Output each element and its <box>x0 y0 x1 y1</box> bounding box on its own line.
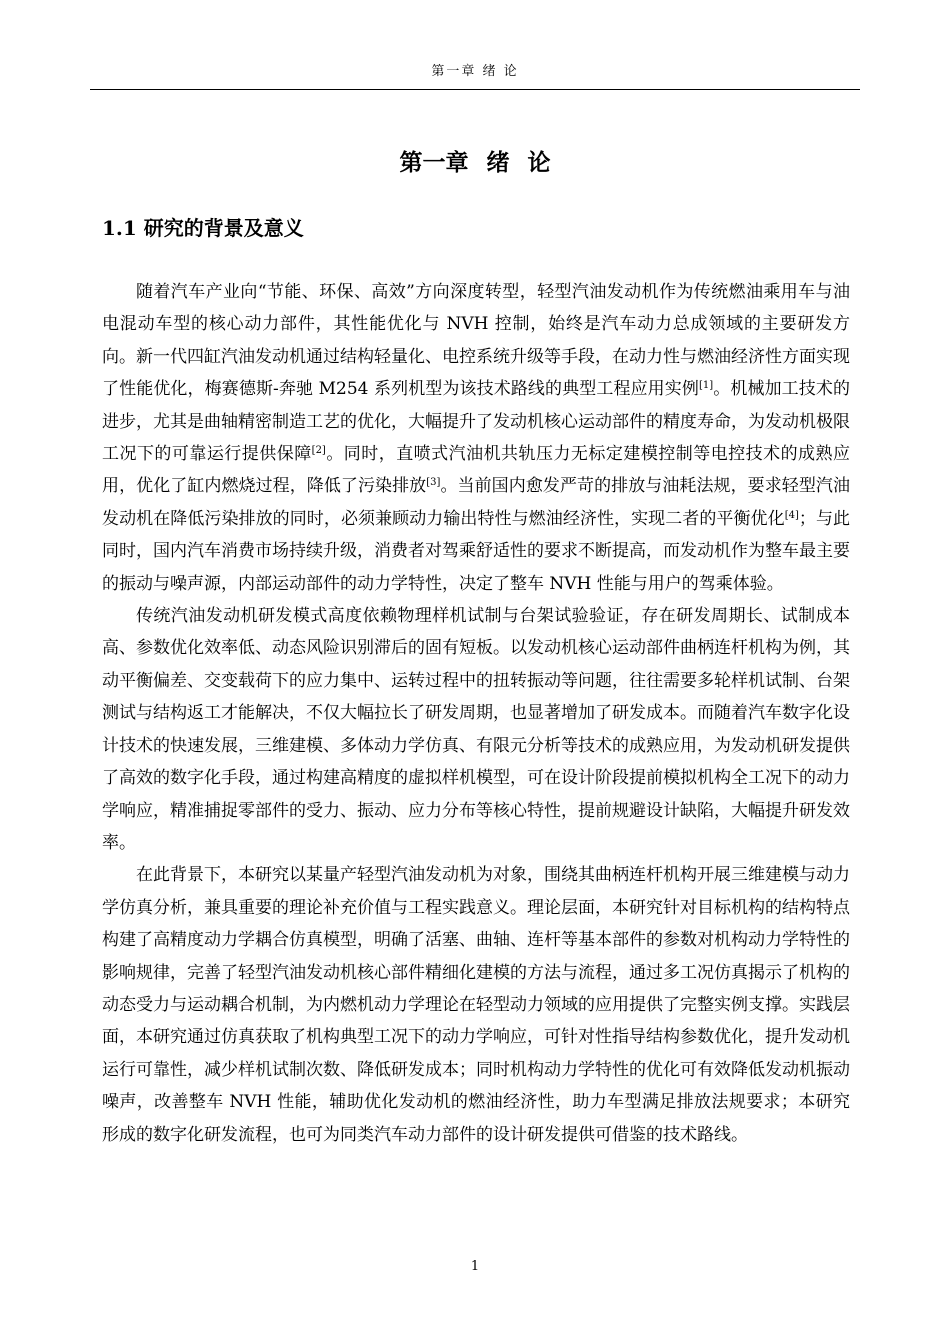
paragraph-text: 随着汽车产业向“节能、环保、高效”方向深度转型，轻型汽油发动机作为传统燃油乘用车与油电混动车型的核心动力部件，其性能优化与 NVH 控制，始终是汽车动力总成领域的主要研发方向。新一代四缸汽油发动机通过结构轻量化、电控系统升级等手段，在动力性与燃油经济性方面实现了性能优化，梅赛德斯-奔驰 M254 系列机型为该技术路线的典型工程应用实例 <box>102 282 850 400</box>
header-rule <box>90 89 860 90</box>
paragraph-text: 。同时，直喷式汽油机共轨压力无标定建模控制等电控技术的成熟应用，优化了缸内燃烧过程，降低了污染排放 <box>102 444 851 497</box>
paragraph-text: 。机械加工技术的进步，尤其是曲轴精密制造工艺的优化，大幅提升了发动机核心运动部件的精度寿命，为发动机极限工况下的可靠运行提供保障 <box>102 379 850 465</box>
body-paragraph <box>102 859 850 1151</box>
citation-ref: [3] <box>426 477 441 489</box>
citation-ref: [2] <box>311 445 326 457</box>
chapter-title: 第一章 绪 论 <box>399 149 551 176</box>
citation-ref: [4] <box>784 509 799 521</box>
paragraph-text: 。当前国内愈发严苛的排放与油耗法规，要求轻型汽油发动机在降低污染排放的同时，必须兼顾动力输出特性与燃油经济性，实现二者的平衡优化 <box>102 476 850 529</box>
paragraph-text: 在此背景下，本研究以某量产轻型汽油发动机为对象，围绕其曲柄连杆机构开展三维建模与动力学仿真分析，兼具重要的理论补充价值与工程实践意义。理论层面，本研究针对目标机构的结构特点构建了高精度动力学耦合仿真模型，明确了活塞、曲轴、连杆等基本部件的参数对机构动力学特性的影响规律，完善了轻型汽油发动机核心部件精细化建模的方法与流程，通过多工况仿真揭示了机构的动态受力与运动耦合机制，为内燃机动力学理论在轻型动力领域的应用提供了完整实例支撑。实践层面，本研究通过仿真获取了机构典型工况下的动力学响应，可针对性指导结构参数优化，提升发动机运行可靠性，减少样机试制次数、降低研发成本；同时机构动力学特性的优化可有效降低发动机振动噪声，改善整车 NVH 性能，辅助优化发动机的燃油经济性，助力车型满足排放法规要求；本研究形成的数字化研发流程，也可为同类汽车动力部件的设计研发提供可借鉴的技术路线。 <box>102 865 850 1145</box>
paragraph-text: 传统汽油发动机研发模式高度依赖物理样机试制与台架试验验证，存在研发周期长、试制成本高、参数优化效率低、动态风险识别滞后的固有短板。以发动机核心运动部件曲柄连杆机构为例，其动平衡偏差、交变载荷下的应力集中、运转过程中的扭转振动等问题，往往需要多轮样机试制、台架测试与结构返工才能解决，不仅大幅拉长了研发周期，也显著增加了研发成本。而随着汽车数字化设计技术的快速发展，三维建模、多体动力学仿真、有限元分析等技术的成熟应用，为发动机研发提供了高效的数字化手段，通过构建高精度的虚拟样机模型，可在设计阶段提前模拟机构全工况下的动力学响应，精准捕捉零部件的受力、振动、应力分布等核心特性，提前规避设计缺陷，大幅提升研发效率。 <box>102 606 850 853</box>
running-header: 第一章 绪 论 <box>431 64 519 79</box>
body-paragraph <box>102 276 850 600</box>
section-heading: 1.1 研究的背景及意义 <box>102 216 304 240</box>
body-text <box>102 276 850 1151</box>
citation-ref: [1] <box>698 380 714 392</box>
paragraph-text: ；与此同时，国内汽车消费市场持续升级，消费者对驾乘舒适性的要求不断提高，而发动机作为整车最主要的振动与噪声源，内部运动部件的动力学特性，决定了整车 NVH 性能与用户的驾乘体验。 <box>102 508 851 594</box>
body-paragraph <box>102 600 850 859</box>
page-number: 1 <box>470 1259 480 1274</box>
